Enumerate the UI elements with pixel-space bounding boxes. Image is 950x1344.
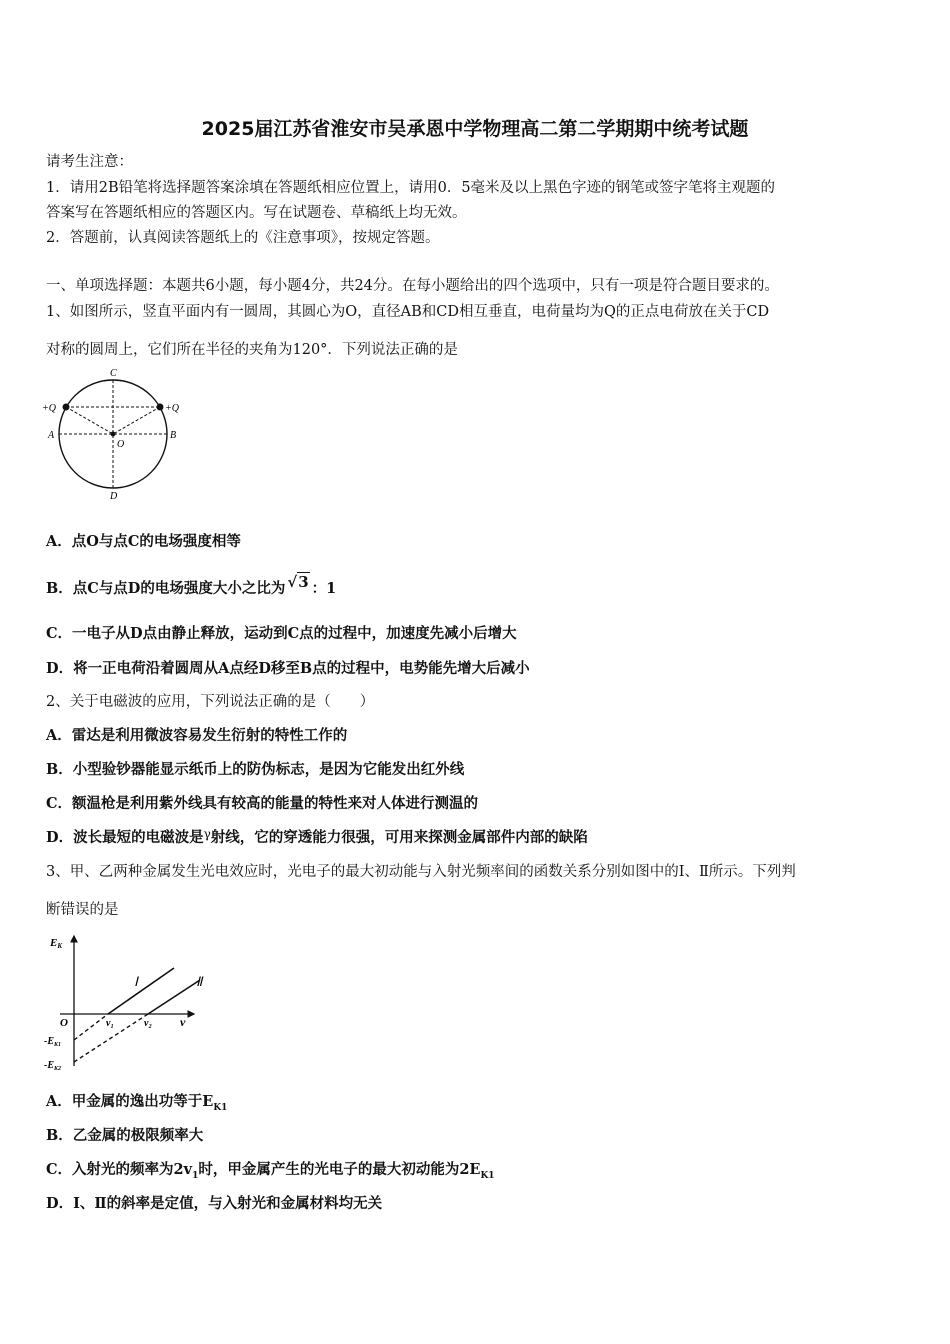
label-o: O xyxy=(117,439,125,450)
q2-option-c: C．额温枪是利用紫外线具有较高的能量的特性来对人体进行测温的 xyxy=(46,795,479,812)
q2-stem: 2、关于电磁波的应用，下列说法正确的是（ ） xyxy=(46,694,375,710)
q2-option-b: B．小型验钞器能显示纸币上的防伪标志，是因为它能发出红外线 xyxy=(46,761,465,778)
notice-item-2: 2．答题前，认真阅读答题纸上的《注意事项》，按规定答题。 xyxy=(46,230,440,246)
q1-option-c: C．一电子从D点由静止释放，运动到C点的过程中，加速度先减小后增大 xyxy=(46,625,517,642)
q2-option-a: A．雷达是利用微波容易发生衍射的特性工作的 xyxy=(46,727,348,744)
q3-option-d: D．Ⅰ、Ⅱ的斜率是定值，与入射光和金属材料均无关 xyxy=(46,1195,383,1212)
v-axis-label: ν xyxy=(180,1015,186,1029)
label-c: C xyxy=(110,368,117,379)
label-a: A xyxy=(48,430,55,441)
label-b: B xyxy=(170,430,177,441)
page-title: 2025届江苏省淮安市吴承恩中学物理高二第二学期期中统考试题 xyxy=(201,118,749,140)
label-q-right: +Q xyxy=(165,403,179,414)
q3-graph-figure xyxy=(40,928,220,1078)
notice-item-1: 1．请用2B铅笔将选择题答案涂填在答题纸相应位置上，请用0．5毫米及以上黑色字迹的钢笔或签字笔将主观题的 xyxy=(46,180,776,196)
svg-text:EK: EK xyxy=(50,937,63,950)
label-d: D xyxy=(110,491,118,502)
q3-option-c: C．入射光的频率为$2v_1$时，甲金属产生的光电子的最大初动能为$2E_{K1}$ xyxy=(46,1161,495,1181)
label-q-left: +Q xyxy=(42,403,56,414)
q1-option-a: A．点O与点C的电场强度相等 xyxy=(46,533,241,550)
v2-label: ν₂ xyxy=(144,1018,152,1029)
line-i-label: Ⅰ xyxy=(134,974,138,989)
q3-option-b: B．乙金属的极限频率大 xyxy=(46,1127,204,1144)
svg-text:-EK2: $-E_{K2}$ xyxy=(44,1060,62,1072)
notice-heading: 请考生注意： xyxy=(46,154,133,170)
v1-label: ν₁ xyxy=(106,1018,114,1029)
gamma-symbol: γ xyxy=(203,827,211,841)
notice-item-1-cont: 答案写在答题纸相应的答题区内。写在试题卷、草稿纸上均无效。 xyxy=(46,205,467,221)
line-ii-label: Ⅱ xyxy=(196,974,203,989)
q1-option-b-text: B．点C与点D的电场强度大小之比为 xyxy=(46,580,286,597)
section-heading: 一、单项选择题：本题共6小题，每小题4分，共24分。在每小题给出的四个选项中，只有一项是符合题目要求的。 xyxy=(46,278,779,294)
q3-stem-2: 断错误的是 xyxy=(46,902,119,918)
q1-stem-1: 1、如图所示，竖直平面内有一圆周，其圆心为O，直径AB和CD相互垂直，电荷量均为Q的正点电荷放在关于CD xyxy=(46,304,770,320)
q1-option-d: D．将一正电荷沿着圆周从A点经D移至B点的过程中，电势能先增大后减小 xyxy=(46,660,530,677)
q2-option-d: D．波长最短的电磁波是$^\gamma$射线，它的穿透能力很强，可用来探测金属部件内部的缺陷 xyxy=(46,827,588,846)
svg-text:-EK1: $-E_{K1}$ xyxy=(44,1036,62,1048)
q3-option-a: A．甲金属的逸出功等于$E_{K1}$ xyxy=(46,1093,228,1113)
sqrt-symbol: √3 xyxy=(287,573,309,591)
origin-label: O xyxy=(60,1017,68,1029)
q1-circle-figure xyxy=(40,364,200,509)
q3-stem-1: 3、甲、乙两种金属发生光电效应时，光电子的最大初动能与入射光频率间的函数关系分别如图中的Ⅰ、Ⅱ所示。下列判 xyxy=(46,864,796,880)
q1-option-b xyxy=(46,573,337,599)
q1-option-b-ratio: ：1 xyxy=(311,580,337,597)
q1-stem-2: 对称的圆周上，它们所在半径的夹角为120°．下列说法正确的是 xyxy=(46,342,458,358)
